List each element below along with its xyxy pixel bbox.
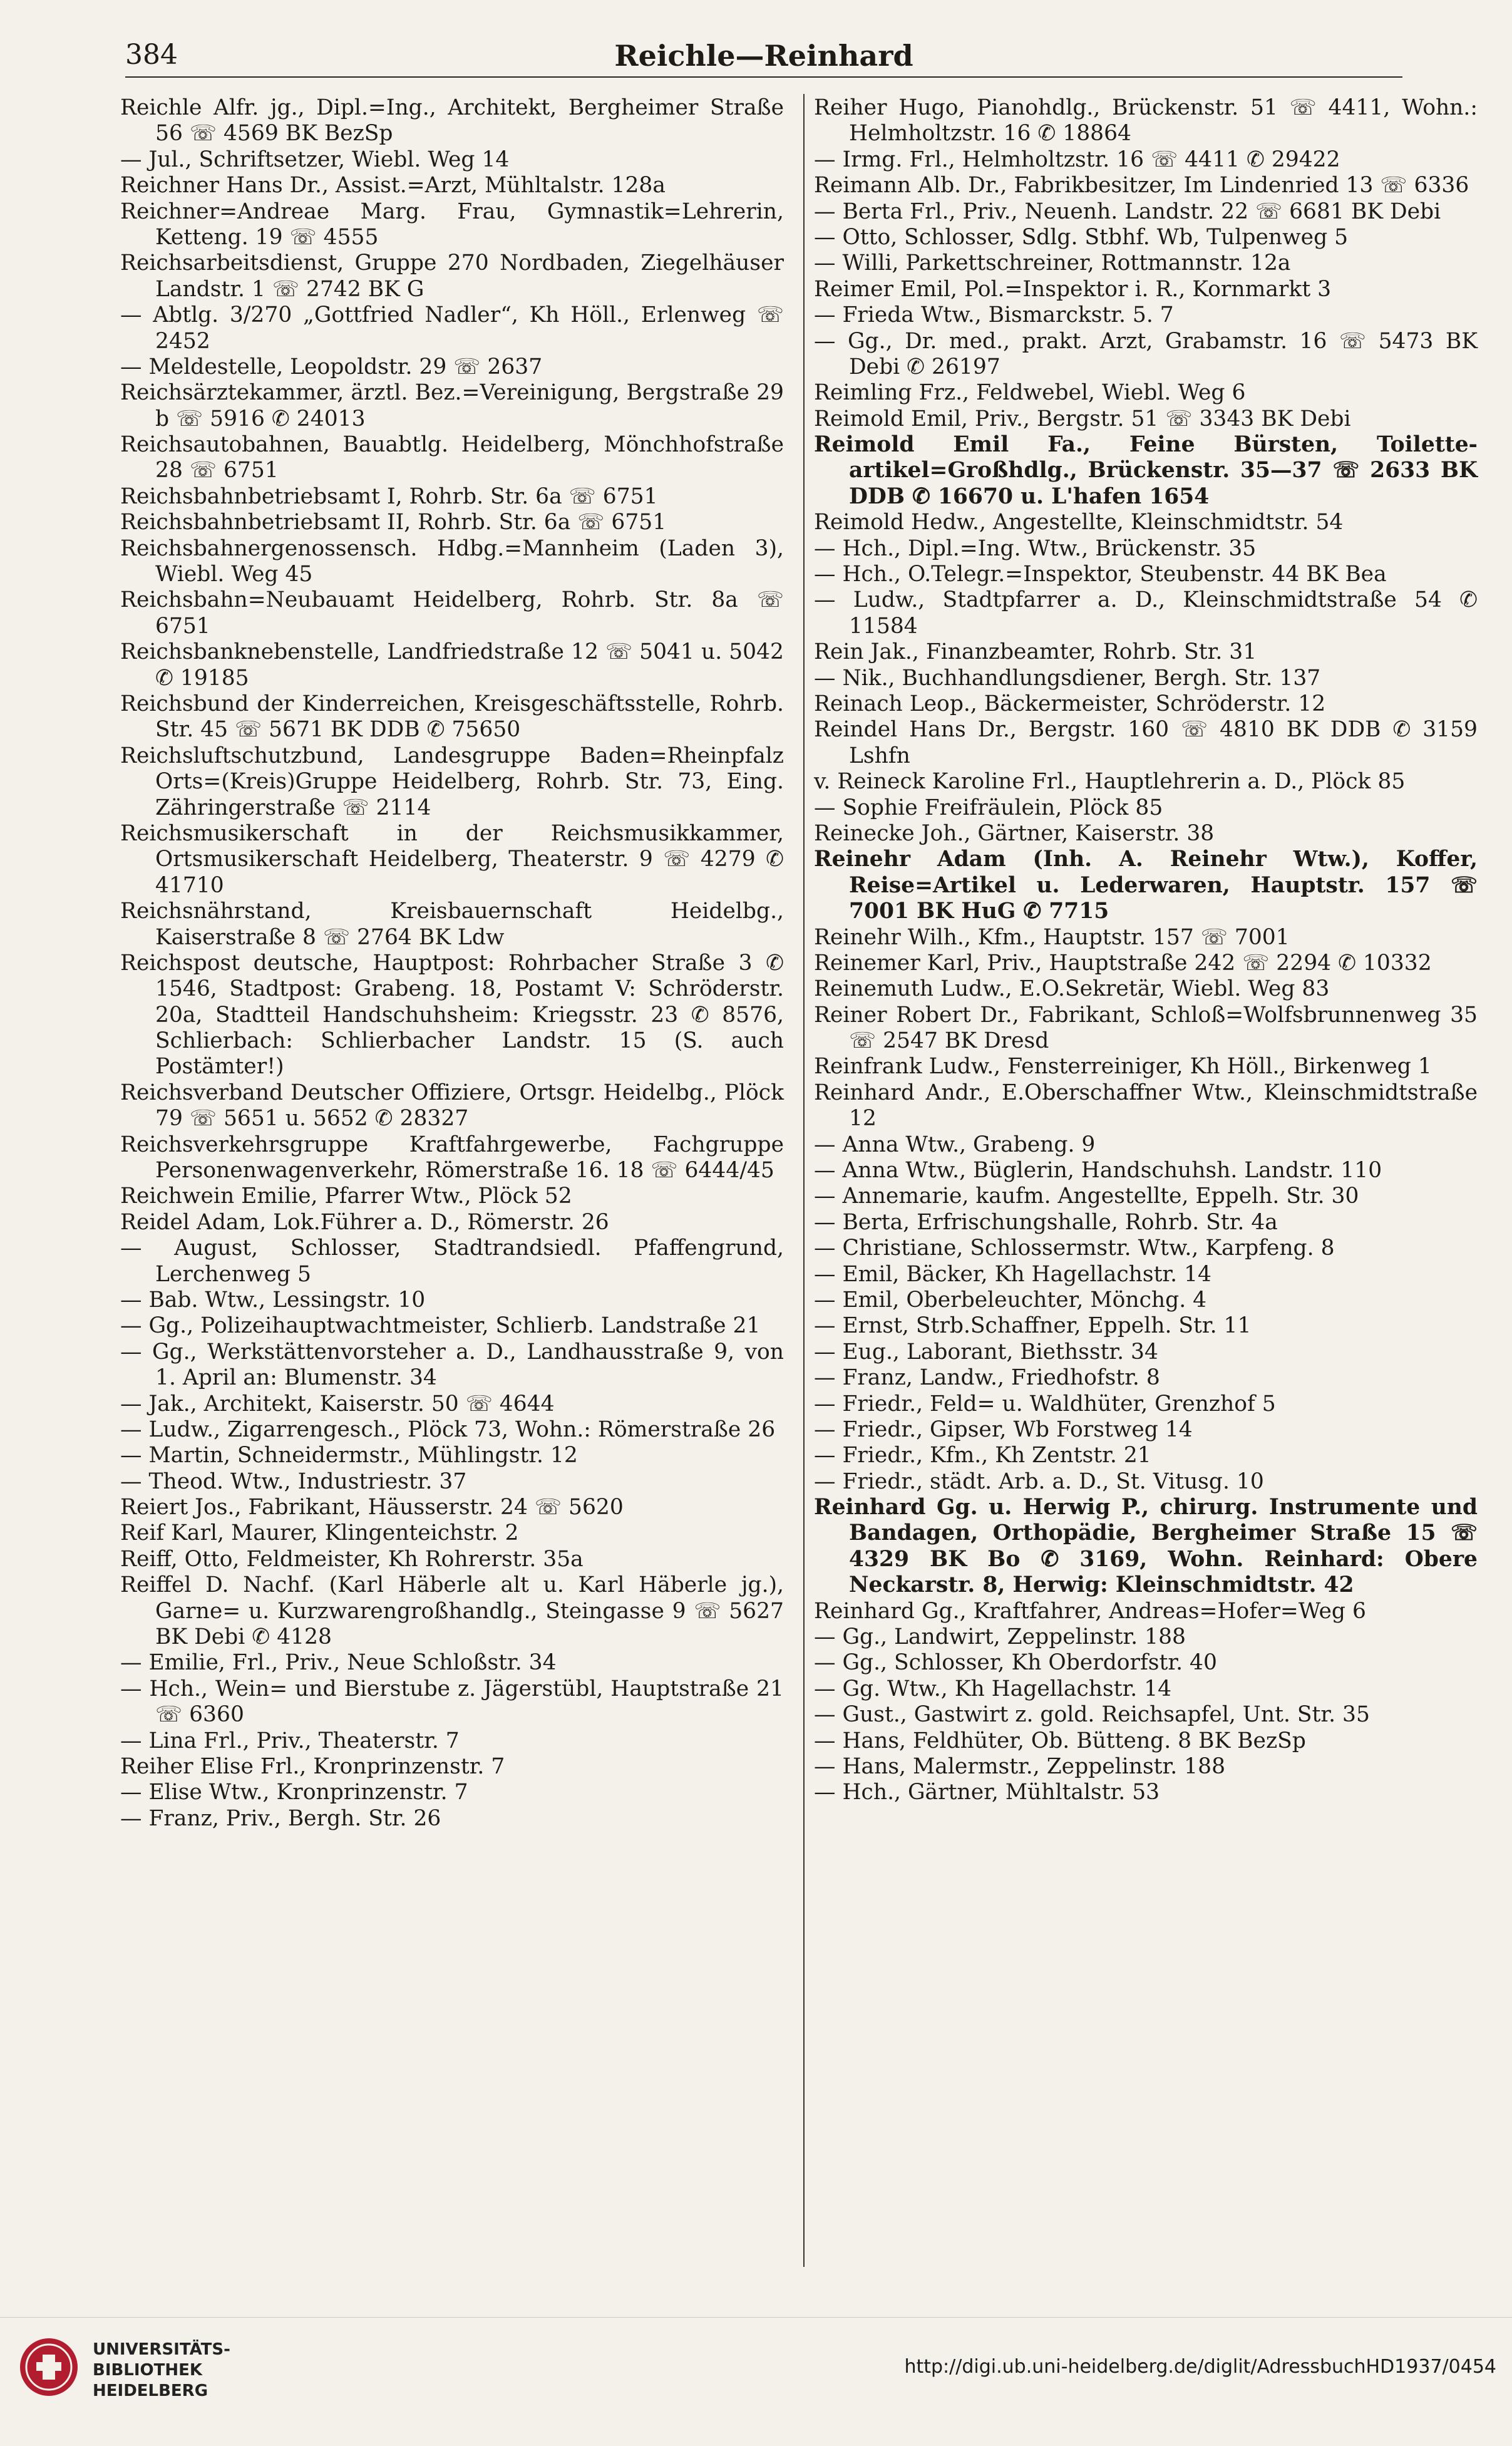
institution-line: UNIVERSITÄTS- [93, 2340, 230, 2359]
directory-entry: Reichwein Emilie, Pfarrer Wtw., Plöck 52 [120, 1184, 572, 1209]
directory-entry: — Friedr., Feld= u. Waldhüter, Grenzhof 5 [814, 1391, 1276, 1417]
directory-entry: — Annemarie, kaufm. Angestellte, Eppelh. Str. 30 [814, 1184, 1359, 1209]
directory-entry: Reichsautobahnen, Bauabtlg. Heidelberg, Mönchhofstraße 28 ☏ 6751 [120, 432, 784, 483]
directory-entry: Reichsbahnergenossensch. Hdbg.=Mannheim (Laden 3), Wiebl. Weg 45 [120, 535, 784, 587]
directory-entry: — Franz, Priv., Bergh. Str. 26 [120, 1805, 441, 1831]
directory-entry: — Anna Wtw., Büglerin, Handschuhsh. Landstr. 110 [814, 1158, 1382, 1184]
directory-entry: — Otto, Schlosser, Sdlg. Stbhf. Wb, Tulpenweg 5 [814, 224, 1349, 250]
directory-entry: — Bab. Wtw., Lessingstr. 10 [120, 1287, 426, 1313]
directory-entry: Reinecke Joh., Gärtner, Kaiserstr. 38 [814, 820, 1215, 846]
directory-entry-bold: Reinhard Gg. u. Herwig P., chirurg. Instrumente und Bandagen, Orthopädie, Bergheimer Straße 15 ☏ 4329 BK Bo ✆ 3169, Wohn. Reinhard: Obere Neckarstr. 8, Herwig: Kleinschmidtstr. 42 [814, 1495, 1478, 1598]
directory-entry: — Emil, Oberbeleuchter, Mönchg. 4 [814, 1287, 1207, 1313]
directory-entry: — Martin, Schneidermstr., Mühlingstr. 12 [120, 1443, 578, 1468]
directory-entry: — Gust., Gastwirt z. gold. Reichsapfel, Unt. Str. 35 [814, 1702, 1370, 1728]
directory-entry: Reinhard Andr., E.Oberschaffner Wtw., Kleinschmidtstraße 12 [814, 1080, 1478, 1132]
directory-entry: Reichle Alfr. jg., Dipl.=Ing., Architekt, Bergheimer Straße 56 ☏ 4569 BK BezSp [120, 95, 784, 147]
directory-entry: — Elise Wtw., Kronprinzenstr. 7 [120, 1780, 468, 1805]
directory-entry: Reinfrank Ludw., Fensterreiniger, Kh Höll., Birkenweg 1 [814, 1054, 1432, 1080]
directory-entry: — Willi, Parkettschreiner, Rottmannstr. 12a [814, 250, 1291, 276]
directory-entry: Reichsbahn=Neubauamt Heidelberg, Rohrb. Str. 8a ☏ 6751 [120, 587, 784, 639]
directory-entry: Reichsärztekammer, ärztl. Bez.=Vereinigung, Bergstraße 29 b ☏ 5916 ✆ 24013 [120, 380, 784, 431]
directory-entry: — Eug., Laborant, Biethsstr. 34 [814, 1339, 1158, 1365]
directory-entry: — Gg., Polizeihauptwachtmeister, Schlierb. Landstraße 21 [120, 1313, 761, 1339]
directory-entry: Reiner Robert Dr., Fabrikant, Schloß=Wolfsbrunnenweg 35 ☏ 2547 BK Dresd [814, 1002, 1478, 1054]
directory-entry: Reiffel D. Nachf. (Karl Häberle alt u. Karl Häberle jg.), Garne= u. Kurzwarengroßhandlg., Steingasse 9 ☏ 5627 BK Debi ✆ 4128 [120, 1572, 784, 1650]
directory-entry: v. Reineck Karoline Frl., Hauptlehrerin a. D., Plöck 85 [814, 769, 1406, 795]
directory-entry: — Friedr., Kfm., Kh Zentstr. 21 [814, 1443, 1151, 1468]
directory-entry: — Sophie Freifräulein, Plöck 85 [814, 795, 1163, 820]
directory-entry: Rein Jak., Finanzbeamter, Rohrb. Str. 31 [814, 639, 1257, 665]
directory-entry: Reichsverband Deutscher Offiziere, Ortsgr. Heidelbg., Plöck 79 ☏ 5651 u. 5652 ✆ 28327 [120, 1080, 784, 1132]
directory-entry-bold: Reimold Emil Fa., Feine Bürsten, Toiletteartikel=Großhdlg., Brückenstr. 35—37 ☏ 2633 BK DDB ✆ 16670 u. L'hafen 1654 [814, 432, 1478, 509]
directory-entry: — Ludw., Zigarrengesch., Plöck 73, Wohn.: Römerstraße 26 [120, 1417, 776, 1442]
directory-entry: — Hch., Dipl.=Ing. Wtw., Brückenstr. 35 [814, 535, 1257, 561]
directory-entry: Reiher Hugo, Pianohdlg., Brückenstr. 51 ☏ 4411, Wohn.: Helmholtzstr. 16 ✆ 18864 [814, 95, 1478, 147]
directory-entry: Reimold Hedw., Angestellte, Kleinschmidtstr. 54 [814, 510, 1344, 535]
directory-entry: Reichsbanknebenstelle, Landfriedstraße 12 ☏ 5041 u. 5042 ✆ 19185 [120, 639, 784, 691]
directory-entry: — Hch., Gärtner, Mühltalstr. 53 [814, 1780, 1160, 1805]
directory-entry: — Berta, Erfrischungshalle, Rohrb. Str. 4a [814, 1209, 1278, 1235]
left-column [120, 95, 784, 1832]
directory-entry: Reichner=Andreae Marg. Frau, Gymnastik=Lehrerin, Ketteng. 19 ☏ 4555 [120, 199, 784, 250]
directory-entry: Reimold Emil, Priv., Bergstr. 51 ☏ 3343 BK Debi [814, 406, 1351, 431]
directory-entry: Reinehr Wilh., Kfm., Hauptstr. 157 ☏ 7001 [814, 924, 1290, 950]
footer-divider [0, 2317, 1512, 2318]
directory-entry: — Jak., Architekt, Kaiserstr. 50 ☏ 4644 [120, 1391, 555, 1417]
directory-entry: — Hans, Feldhüter, Ob. Bütteng. 8 BK BezSp [814, 1728, 1306, 1753]
directory-entry-bold: Reinehr Adam (Inh. A. Reinehr Wtw.), Koffer, Reise=Artikel u. Lederwaren, Hauptstr. 157 ☏ 7001 BK HuG ✆ 7715 [814, 847, 1478, 924]
directory-entry: — Hch., O.Telegr.=Inspektor, Steubenstr. 44 BK Bea [814, 562, 1387, 587]
directory-entry: — Anna Wtw., Grabeng. 9 [814, 1132, 1096, 1157]
institution-name [93, 2340, 318, 2401]
directory-entry: — Frieda Wtw., Bismarckstr. 5. 7 [814, 302, 1174, 328]
directory-entry: — Berta Frl., Priv., Neuenh. Landstr. 22 ☏ 6681 BK Debi [814, 199, 1441, 224]
directory-entry: Reichsbahnbetriebsamt I, Rohrb. Str. 6a ☏ 6751 [120, 483, 658, 509]
directory-entry: Reiff, Otto, Feldmeister, Kh Rohrerstr. 35a [120, 1546, 584, 1572]
directory-entry: Reiert Jos., Fabrikant, Häusserstr. 24 ☏ 5620 [120, 1495, 624, 1520]
directory-entry: — Emilie, Frl., Priv., Neue Schloßstr. 34 [120, 1650, 557, 1676]
directory-entry: — Theod. Wtw., Industriestr. 37 [120, 1468, 467, 1494]
directory-entry: Reinemuth Ludw., E.O.Sekretär, Wiebl. Weg 83 [814, 976, 1330, 1002]
directory-entry: — Gg., Werkstättenvorsteher a. D., Landhausstraße 9, von 1. April an: Blumenstr. 34 [120, 1339, 784, 1391]
directory-entry: Reichsbahnbetriebsamt II, Rohrb. Str. 6a ☏ 6751 [120, 510, 667, 535]
directory-entry: — Hans, Malermstr., Zeppelinstr. 188 [814, 1754, 1226, 1779]
directory-entry: — Emil, Bäcker, Kh Hagellachstr. 14 [814, 1261, 1211, 1287]
directory-entry: — Irmg. Frl., Helmholtzstr. 16 ☏ 4411 ✆ 29422 [814, 147, 1340, 172]
directory-entry: Reinemer Karl, Priv., Hauptstraße 242 ☏ 2294 ✆ 10332 [814, 950, 1432, 976]
directory-entry: Reimann Alb. Dr., Fabrikbesitzer, Im Lindenried 13 ☏ 6336 [814, 173, 1469, 199]
directory-entry: — August, Schlosser, Stadtrandsiedl. Pfaffengrund, Lerchenweg 5 [120, 1236, 784, 1287]
directory-entry: Reindel Hans Dr., Bergstr. 160 ☏ 4810 BK DDB ✆ 3159 Lshfn [814, 717, 1478, 768]
directory-entry: — Christiane, Schlossermstr. Wtw., Karpfeng. 8 [814, 1236, 1335, 1261]
directory-entry: Reidel Adam, Lok.Führer a. D., Römerstr. 26 [120, 1209, 609, 1235]
directory-entry: — Hch., Wein= und Bierstube z. Jägerstübl, Hauptstraße 21 ☏ 6360 [120, 1676, 784, 1728]
directory-entry: Reinhard Gg., Kraftfahrer, Andreas=Hofer=Weg 6 [814, 1598, 1366, 1624]
directory-entry: Reimer Emil, Pol.=Inspektor i. R., Kornmarkt 3 [814, 276, 1332, 302]
page-number: 384 [125, 39, 178, 71]
directory-entry: — Friedr., Gipser, Wb Forstweg 14 [814, 1417, 1193, 1442]
directory-entry: — Gg., Schlosser, Kh Oberdorfstr. 40 [814, 1650, 1217, 1676]
directory-entry: Reiher Elise Frl., Kronprinzenstr. 7 [120, 1754, 505, 1779]
directory-entry: Reichner Hans Dr., Assist.=Arzt, Mühltalstr. 128a [120, 173, 666, 199]
column-divider [803, 94, 805, 2267]
directory-entry: — Gg. Wtw., Kh Hagellachstr. 14 [814, 1676, 1172, 1701]
directory-entry: Reichsverkehrsgruppe Kraftfahrgewerbe, Fachgruppe Personenwagenverkehr, Römerstraße 16. 18 ☏ 6444/45 [120, 1132, 784, 1184]
directory-entry: Reimling Frz., Feldwebel, Wiebl. Weg 6 [814, 380, 1246, 406]
page-header [125, 39, 1402, 78]
directory-entry: — Gg., Landwirt, Zeppelinstr. 188 [814, 1624, 1186, 1650]
directory-entry: — Ernst, Strb.Schaffner, Eppelh. Str. 11 [814, 1313, 1252, 1339]
directory-entry: — Franz, Landw., Friedhofstr. 8 [814, 1365, 1160, 1391]
institution-line: BIBLIOTHEK [93, 2360, 203, 2380]
directory-entry: Reichspost deutsche, Hauptpost: Rohrbacher Straße 3 ✆ 1546, Stadtpost: Grabeng. 18, Postamt V: Schröderstr. 20a, Stadtteil Handschuhsheim: Kriegsstr. 23 ✆ 8576, Schlierbach: Schlierbacher Landstr. 15 (S. auch Postämter!) [120, 950, 784, 1080]
running-head: Reichle—Reinhard [614, 39, 913, 73]
source-url-link[interactable]: http://digi.ub.uni-heidelberg.de/diglit/AdressbuchHD1937/0454 [904, 2356, 1496, 2378]
directory-entry: — Gg., Dr. med., prakt. Arzt, Grabamstr. 16 ☏ 5473 BK Debi ✆ 26197 [814, 328, 1478, 379]
directory-entry: — Nik., Buchhandlungsdiener, Bergh. Str. 137 [814, 665, 1321, 691]
directory-entry: Reinach Leop., Bäckermeister, Schröderstr. 12 [814, 691, 1326, 716]
right-column [814, 95, 1478, 1806]
directory-entry: Reichsmusikerschaft in der Reichsmusikkammer, Ortsmusikerschaft Heidelberg, Theaterstr. 9 ☏ 4279 ✆ 41710 [120, 820, 784, 898]
directory-entry: Reichsarbeitsdienst, Gruppe 270 Nordbaden, Ziegelhäuser Landstr. 1 ☏ 2742 BK G [120, 250, 784, 302]
directory-entry: Reichsnährstand, Kreisbauernschaft Heidelbg., Kaiserstraße 8 ☏ 2764 BK Ldw [120, 899, 784, 950]
directory-entry: Reif Karl, Maurer, Klingenteichstr. 2 [120, 1520, 519, 1546]
directory-entry: — Ludw., Stadtpfarrer a. D., Kleinschmidtstraße 54 ✆ 11584 [814, 587, 1478, 639]
directory-entry: — Lina Frl., Priv., Theaterstr. 7 [120, 1728, 460, 1753]
institution-line: HEIDELBERG [93, 2381, 208, 2400]
directory-entry: — Friedr., städt. Arb. a. D., St. Vitusg. 10 [814, 1468, 1264, 1494]
university-seal-icon [18, 2336, 80, 2398]
directory-entry: — Meldestelle, Leopoldstr. 29 ☏ 2637 [120, 354, 543, 379]
directory-entry: — Jul., Schriftsetzer, Wiebl. Weg 14 [120, 147, 510, 172]
directory-entry: Reichsluftschutzbund, Landesgruppe Baden=Rheinpfalz Orts=(Kreis)Gruppe Heidelberg, Rohrb. Str. 73, Eing. Zähringerstraße ☏ 2114 [120, 743, 784, 820]
directory-entry: — Abtlg. 3/270 „Gottfried Nadler“, Kh Höll., Erlenweg ☏ 2452 [120, 302, 784, 354]
directory-entry: Reichsbund der Kinderreichen, Kreisgeschäftsstelle, Rohrb. Str. 45 ☏ 5671 BK DDB ✆ 75650 [120, 691, 784, 743]
